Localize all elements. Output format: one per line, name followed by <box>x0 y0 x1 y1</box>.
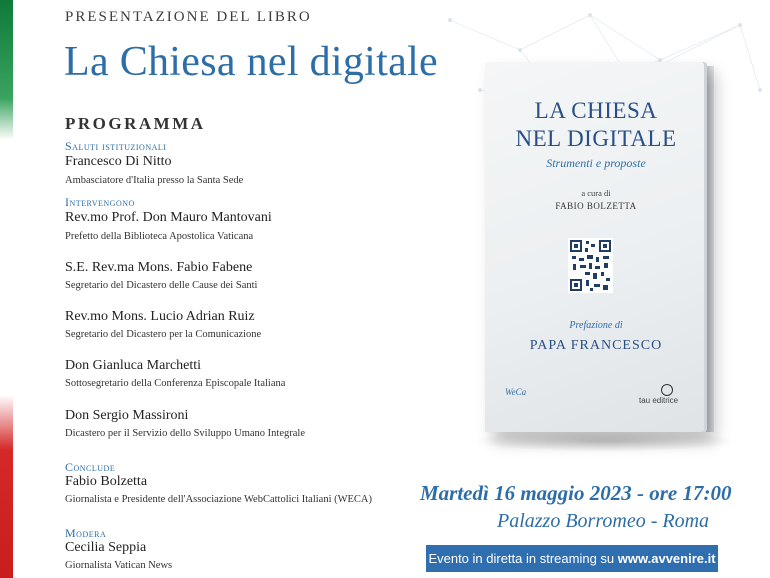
book-subtitle: Strumenti e proposte <box>546 156 646 170</box>
streaming-banner <box>426 545 718 572</box>
publisher-logo-icon <box>661 384 673 396</box>
book-cover <box>485 62 707 432</box>
program-heading: PROGRAMMA <box>65 114 206 133</box>
book-curated-label: a cura di <box>581 188 611 198</box>
event-date: Martedì 16 maggio 2023 - ore 17:00 <box>420 481 732 505</box>
book-preface-label: Prefazione di <box>569 320 623 331</box>
speaker-role: Prefetto della Biblioteca Apostolica Vaticana <box>65 231 254 242</box>
speaker-role: Segretario del Dicastero delle Cause dei Santi <box>65 280 258 291</box>
speaker-name: Francesco Di Nitto <box>65 154 172 169</box>
speaker-role: Ambasciatore d'Italia presso la Santa Sede <box>65 175 244 186</box>
section-label-conclude: Conclude <box>65 460 116 474</box>
event-place: Palazzo Borromeo - Roma <box>497 510 710 532</box>
weca-logo: WeCa <box>505 387 527 397</box>
streaming-site-link[interactable]: www.avvenire.it <box>617 551 716 566</box>
speaker-role: Sottosegretario della Conferenza Episcopale Italiana <box>65 378 286 389</box>
streaming-text: Evento in diretta in streaming su <box>428 551 618 566</box>
side-fine-print <box>746 132 760 182</box>
book-shadow <box>470 430 740 452</box>
book-title-line1: LA CHIESA <box>534 98 658 123</box>
page-title: La Chiesa nel digitale <box>64 39 438 85</box>
book-author: FABIO BOLZETTA <box>555 201 637 211</box>
speaker-name: Cecilia Seppia <box>65 540 147 555</box>
italian-flag-green-stripe <box>0 0 13 140</box>
book-title-line2: NEL DIGITALE <box>515 126 677 151</box>
presentation-label: PRESENTAZIONE DEL LIBRO <box>65 9 312 25</box>
publisher-logo: tau editrice <box>639 396 679 405</box>
speaker-name: Don Gianluca Marchetti <box>65 358 202 373</box>
speaker-role: Giornalista e Presidente dell'Associazione WebCattolici Italiani (WECA) <box>65 494 373 505</box>
section-label-intervengono: Intervengono <box>65 195 135 209</box>
speaker-role: Dicastero per il Servizio dello Sviluppo Umano Integrale <box>65 428 305 439</box>
speaker-name: Rev.mo Mons. Lucio Adrian Ruiz <box>65 309 255 324</box>
speaker-role: Giornalista Vatican News <box>65 560 173 571</box>
section-label-saluti: Saluti istituzionali <box>65 139 167 153</box>
speaker-name: Rev.mo Prof. Don Mauro Mantovani <box>65 210 272 225</box>
book-preface-author: PAPA FRANCESCO <box>529 338 663 353</box>
speaker-name: Don Sergio Massironi <box>65 408 189 423</box>
speaker-role: Segretario del Dicastero per la Comunicazione <box>65 329 262 340</box>
speaker-name: Fabio Bolzetta <box>65 474 148 489</box>
qr-code-icon <box>568 238 613 293</box>
section-label-modera: Modera <box>65 526 107 540</box>
book-page-edge <box>706 66 714 432</box>
italian-flag-red-stripe <box>0 395 13 578</box>
speaker-name: S.E. Rev.ma Mons. Fabio Fabene <box>65 260 253 275</box>
